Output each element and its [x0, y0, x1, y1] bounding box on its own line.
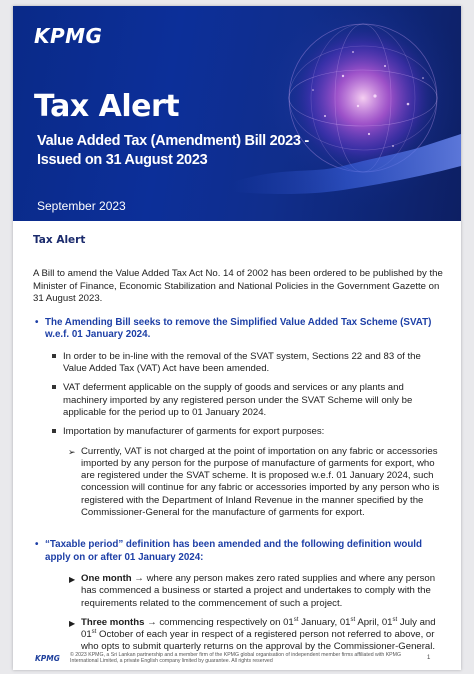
sub-list-item-text: Currently, VAT is not charged at the point of importation on any fabric or accessories imported by any person for the purpose of manufacture of garments for export, who are registered under the SVAT scheme. It is proposed w.e.f. 01 January 2024, such concession will continue for any fabric or accessories imported by any person who is registered with the Department of Inland Revenue in the manner specified by the Commissioner-General for the manufacture of garments for export.	[81, 445, 440, 519]
three-months-text: April, 01	[355, 616, 393, 628]
page-title: Tax Alert	[34, 89, 180, 124]
sub-list-item	[68, 445, 443, 520]
arrow-bullet-icon: ➢	[68, 446, 76, 457]
list-item	[63, 382, 443, 419]
triangle-bullet-icon: ▶	[69, 618, 76, 628]
one-month-text: → where any person makes zero rated supplies and where any person has commenced a business or started a project and undertakes to comply with the requirements related to the commencement of such a project.	[81, 572, 436, 609]
list-item	[63, 351, 443, 376]
publication-date: September 2023	[37, 199, 126, 213]
square-bullet-icon	[52, 429, 56, 433]
footer-kpmg-logo: KPMG	[35, 654, 60, 663]
list-item-one-month	[69, 572, 443, 610]
three-months-text: July and 01	[81, 616, 436, 641]
square-bullet-icon	[52, 354, 56, 358]
page-footer	[13, 648, 461, 670]
three-months-text: January, 01	[298, 616, 351, 628]
superscript: st	[293, 616, 299, 623]
three-months-text: October of each year in respect of a registered person not referred to above, or who opts to submit quarterly returns on the approval by the Commissioner-General.	[81, 629, 436, 653]
intro-paragraph: A Bill to amend the Value Added Tax Act No. 14 of 2002 has been ordered to be published by the Minister of Finance, Economic Stabilization and National Policies in the Government Gazette on 31 August 2023.	[33, 268, 443, 304]
one-month-label: One month	[81, 572, 132, 584]
subtitle-line-2: Issued on 31 August 2023	[37, 152, 208, 168]
list-item	[63, 426, 443, 438]
section-title: Tax Alert	[33, 234, 86, 246]
superscript: st	[91, 628, 97, 635]
superscript: st	[392, 616, 398, 623]
three-months-text: → commencing respectively on 01	[144, 616, 294, 628]
list-item-text: Importation by manufacturer of garments for export purposes:	[63, 426, 325, 438]
superscript: st	[350, 616, 356, 623]
taxable-period-heading-text: “Taxable period” definition has been amended and the following definition would apply on or after 01 January 2024:	[45, 539, 423, 563]
document-body	[33, 234, 443, 661]
svat-removal-heading-text: The Amending Bill seeks to remove the Simplified Value Added Tax Scheme (SVAT) w.e.f. 01 January 2024.	[45, 317, 432, 341]
list-item-text: In order to be in-line with the removal of the SVAT system, Sections 22 and 83 of the Value Added Tax (VAT) Act have been amended.	[63, 350, 421, 375]
garments-sublist	[33, 446, 443, 520]
page-number: 1	[427, 655, 431, 661]
taxable-period-heading	[33, 539, 443, 564]
list-item-text: VAT deferment applicable on the supply of goods and services or any plants and machinery imported by any registered person under the SVAT Scheme will only be applicable for the period up to 01 January 2024.	[63, 382, 413, 418]
bullet-marker: •	[35, 539, 39, 551]
copyright-notice	[70, 652, 420, 665]
document-page	[13, 6, 461, 670]
copyright-line-2: International Limited, a private English company limited by guarantee. All rights reserved	[70, 658, 273, 665]
bullet-marker: •	[35, 317, 39, 329]
taxable-period-list	[33, 573, 443, 654]
triangle-bullet-icon: ▶	[69, 574, 76, 584]
svat-removal-list	[33, 351, 443, 439]
kpmg-logo: KPMG	[34, 24, 103, 48]
copyright-line-1: © 2023 KPMG, a Sri Lankan partnership and a member firm of the KPMG global organisation of independent member firms affiliated with KPMG	[70, 652, 401, 658]
hero-banner	[13, 6, 461, 221]
three-months-label: Three months	[81, 616, 145, 628]
svat-removal-heading	[33, 317, 443, 342]
subtitle-line-1: Value Added Tax (Amendment) Bill 2023 -	[37, 133, 309, 149]
square-bullet-icon	[52, 385, 56, 389]
